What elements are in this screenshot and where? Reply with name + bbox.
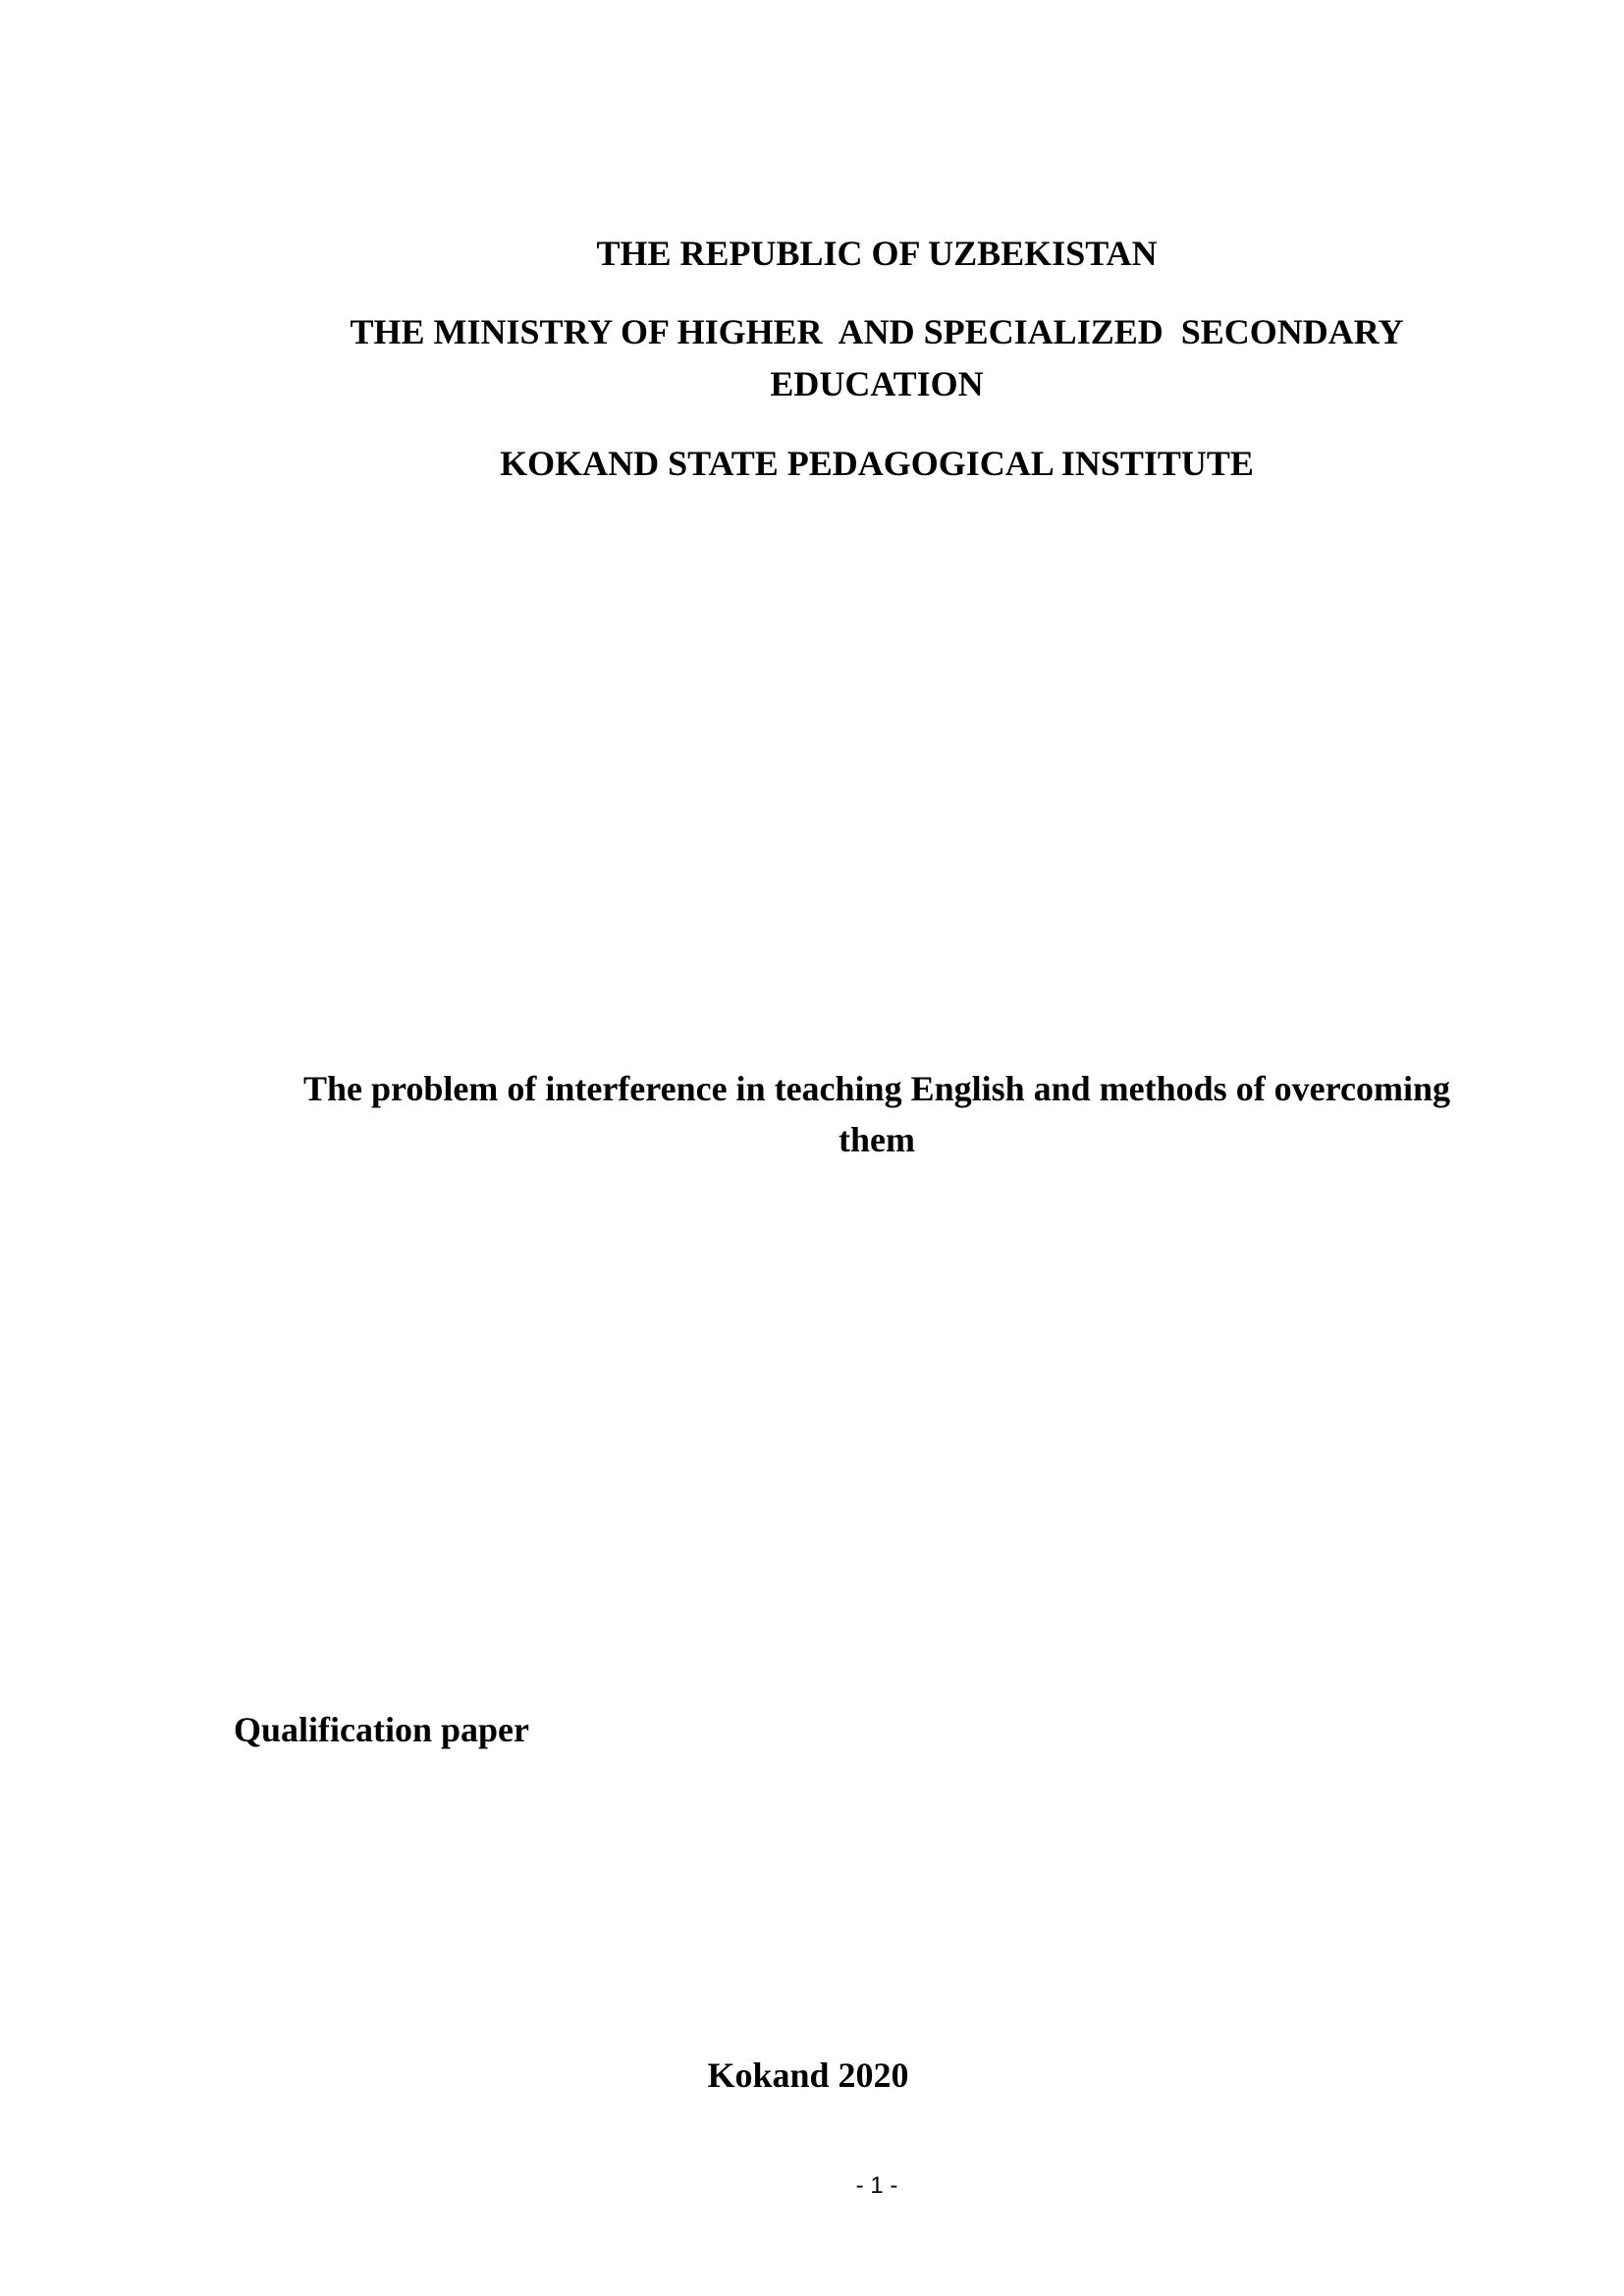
institute-heading: KOKAND STATE PEDAGOGICAL INSTITUTE — [500, 444, 1254, 483]
country-heading: THE REPUBLIC OF UZBEKISTAN — [596, 234, 1158, 273]
page-number: - 1 - — [855, 2172, 898, 2199]
paper-title-line2: them — [839, 1120, 915, 1159]
ministry-heading-line2: EDUCATION — [770, 364, 984, 403]
place-and-year: Kokand 2020 — [707, 2056, 909, 2095]
paper-title-line1: The problem of interference in teaching English and methods of overcoming — [303, 1069, 1450, 1108]
ministry-heading-line1: THE MINISTRY OF HIGHER AND SPECIALIZED SECONDARY — [350, 312, 1404, 351]
paper-type-label: Qualification paper — [234, 1710, 530, 1749]
